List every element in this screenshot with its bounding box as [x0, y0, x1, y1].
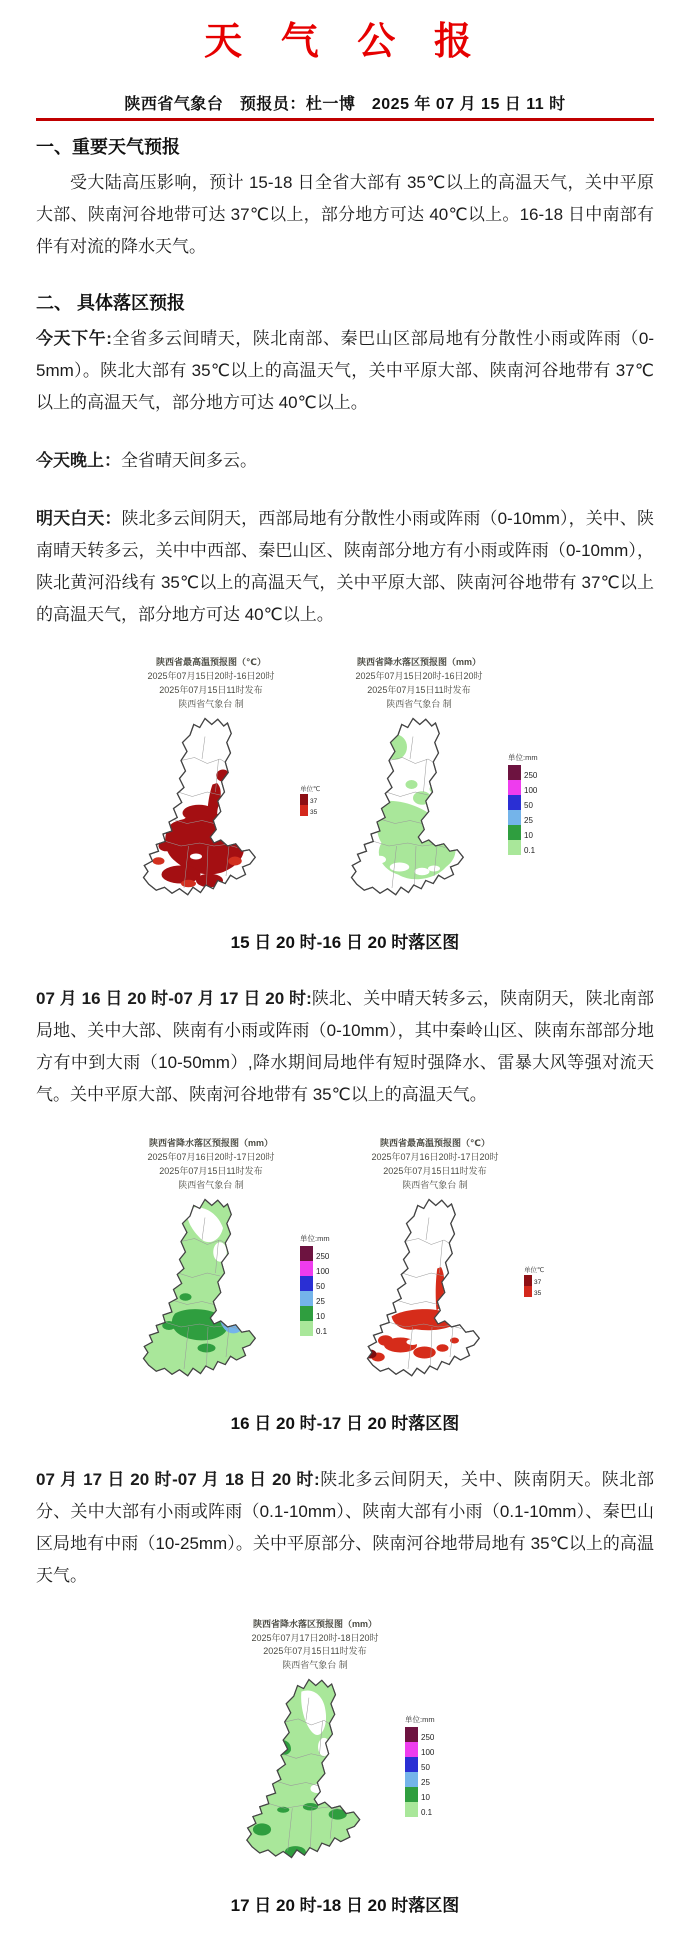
legend-row — [300, 1306, 346, 1321]
legend-value: 100 — [421, 1747, 435, 1757]
forecast-text: 陕北多云间阴天，关中、陕南阴天。陕北部分、关中大部有小雨或阵雨（0.1-10mm）、陕南大部有小雨（0.1-10mm）、秦巴山区局地有中雨（10-25mm）。关中平原部分、陕南河谷地带局地有 35℃以上的高温天气。 — [36, 1469, 655, 1585]
legend-row — [300, 805, 330, 816]
map-period: 2025年07月15日20时-16日20时 — [147, 671, 275, 682]
map-title: 陕西省最高温预报图（℃） — [380, 1138, 490, 1149]
legend-value: 10 — [421, 1792, 430, 1802]
legend-swatch — [524, 1275, 532, 1286]
legend-swatch — [508, 780, 521, 795]
map-row-day2 — [36, 1137, 654, 1405]
map-credit: 陕西省气象台 制 — [178, 699, 244, 710]
forecast-label: 07 月 16 日 20 时-07 月 17 日 20 时: — [36, 989, 312, 1009]
legend-row — [300, 1321, 346, 1336]
legend-row — [524, 1286, 554, 1297]
legend-unit-label: 单位℃ — [524, 1267, 545, 1275]
map-period: 2025年07月17日20时-18日20时 — [251, 1632, 379, 1643]
map-figure-precip-day2 — [136, 1137, 286, 1405]
page-title: 天 气 公 报 — [204, 21, 486, 63]
map-row-day1 — [36, 656, 654, 924]
shaanxi-precipitation-map-day3 — [239, 1675, 391, 1887]
map-credit: 陕西省气象台 制 — [282, 1660, 348, 1671]
map-issued: 2025年07月15日11时发布 — [383, 1165, 487, 1176]
map-credit: 陕西省气象台 制 — [402, 1179, 468, 1190]
map-header — [239, 1618, 391, 1674]
legend-row — [508, 780, 554, 795]
shaanxi-precipitation-map-day2 — [136, 1195, 286, 1405]
legend-swatch — [405, 1802, 418, 1817]
map-figure-precip-day1 — [344, 656, 494, 924]
legend-row — [508, 795, 554, 810]
map-period: 2025年07月15日20时-16日20时 — [355, 671, 483, 682]
legend-value: 50 — [524, 801, 533, 811]
map-caption-day2: 16 日 20 时-17 日 20 时落区图 — [230, 1413, 460, 1433]
forecast-label: 今天晚上： — [36, 450, 121, 470]
temperature-legend — [300, 784, 330, 816]
map-title: 陕西省最高温预报图（℃） — [156, 657, 266, 668]
legend-row — [524, 1275, 554, 1286]
legend-swatch — [300, 1291, 313, 1306]
legend-value: 50 — [421, 1762, 430, 1772]
legend-swatch — [300, 1246, 313, 1261]
shaanxi-precipitation-map-day1 — [344, 714, 494, 924]
forecast-tomorrow-day — [36, 503, 654, 631]
forecast-day3 — [36, 1464, 654, 1592]
legend-swatch — [300, 805, 308, 816]
section1-heading: 一、重要天气预报 — [36, 137, 180, 157]
precipitation-legend — [405, 1714, 451, 1817]
legend-swatch — [508, 765, 521, 780]
shaanxi-temperature-map-day2 — [360, 1195, 510, 1405]
section2-heading: 二、 具体落区预报 — [36, 292, 186, 313]
legend-value: 0.1 — [316, 1327, 328, 1337]
legend-value: 100 — [316, 1267, 330, 1277]
legend-swatch — [300, 1276, 313, 1291]
map-issued: 2025年07月15日11时发布 — [263, 1646, 367, 1657]
map-header — [344, 656, 494, 712]
forecast-text: 全省晴天间多云。 — [121, 450, 257, 470]
legend-row — [405, 1757, 451, 1772]
legend-value: 25 — [316, 1297, 325, 1307]
legend-swatch — [508, 795, 521, 810]
forecast-day2 — [36, 983, 654, 1111]
temperature-legend — [524, 1265, 554, 1297]
map-issued: 2025年07月15日11时发布 — [159, 1165, 263, 1176]
map-period: 2025年07月16日20时-17日20时 — [147, 1151, 275, 1162]
legend-swatch — [405, 1727, 418, 1742]
legend-swatch — [300, 1261, 313, 1276]
map-header — [136, 1137, 286, 1193]
forecast-tonight — [36, 445, 654, 477]
legend-row — [405, 1772, 451, 1787]
legend-value: 25 — [524, 816, 533, 826]
legend-unit-label: 单位℃ — [300, 786, 321, 794]
legend-swatch — [405, 1757, 418, 1772]
map-credit: 陕西省气象台 制 — [178, 1179, 244, 1190]
map-header — [360, 1137, 510, 1193]
legend-row — [405, 1727, 451, 1742]
map-issued: 2025年07月15日11时发布 — [367, 685, 471, 696]
legend-value: 100 — [524, 786, 538, 796]
legend-value: 0.1 — [421, 1807, 433, 1817]
map-figure-temp-day1 — [136, 656, 286, 924]
legend-value: 250 — [421, 1732, 435, 1742]
legend-value: 10 — [316, 1312, 325, 1322]
legend-value: 37 — [534, 1279, 542, 1287]
legend-swatch — [508, 810, 521, 825]
map-row-day3 — [36, 1618, 654, 1888]
forecast-label: 07 月 17 日 20 时-07 月 18 日 20 时: — [36, 1469, 320, 1489]
legend-unit-label: 单位:mm — [405, 1714, 435, 1724]
legend-value: 50 — [316, 1282, 325, 1292]
legend-row — [300, 1261, 346, 1276]
forecast-text: 陕北、关中晴天转多云，陕南阴天，陕北南部局地、关中大部、陕南有小雨或阵雨（0-10mm），其中秦岭山区、陕南东部部分地方有中到大雨（10-50mm）,降水期间局地伴有短时强降水、雷暴大风等强对流天气。关中平原大部、陕南河谷地带有 35℃以上的高温天气。 — [36, 989, 654, 1105]
red-divider — [36, 118, 654, 121]
map-title: 陕西省降水落区预报图（mm） — [148, 1138, 273, 1149]
legend-row — [300, 1276, 346, 1291]
map-title: 陕西省降水落区预报图（mm） — [252, 1618, 377, 1629]
legend-row — [300, 1291, 346, 1306]
legend-row — [405, 1787, 451, 1802]
legend-row — [508, 810, 554, 825]
map-title: 陕西省降水落区预报图（mm） — [356, 657, 481, 668]
legend-row — [300, 794, 330, 805]
legend-row — [405, 1802, 451, 1817]
legend-swatch — [508, 840, 521, 855]
important-weather-paragraph: 受大陆高压影响，预计 15-18 日全省大部有 35℃以上的高温天气，关中平原大部、陕南河谷地带可达 37℃以上，部分地方可达 40℃以上。16-18 日中南部有伴有对流的降水天气。 — [36, 173, 654, 256]
map-figure-temp-day2 — [360, 1137, 510, 1405]
precipitation-legend — [508, 752, 554, 855]
legend-value: 0.1 — [524, 846, 536, 856]
legend-swatch — [405, 1787, 418, 1802]
map-header — [136, 656, 286, 712]
map-period: 2025年07月16日20时-17日20时 — [371, 1151, 499, 1162]
legend-unit-label: 单位:mm — [300, 1234, 330, 1244]
legend-value: 250 — [316, 1252, 330, 1262]
legend-row — [508, 840, 554, 855]
legend-swatch — [300, 1321, 313, 1336]
legend-unit-label: 单位:mm — [508, 753, 538, 763]
forecast-text: 陕北多云间阴天，西部局地有分散性小雨或阵雨（0-10mm），关中、陕南晴天转多云，关中中西部、秦巴山区、陕南部分地方有小雨或阵雨（0-10mm），陕北黄河沿线有 35℃以上的高温天气，关中平原大部、陕南河谷地带有 37℃以上的高温天气，部分地方可达 40℃以上。 — [36, 508, 654, 624]
legend-swatch — [405, 1772, 418, 1787]
precipitation-legend — [300, 1233, 346, 1336]
legend-row — [508, 825, 554, 840]
legend-value: 35 — [534, 1290, 542, 1298]
map-figure-precip-day3 — [239, 1618, 391, 1888]
legend-value: 250 — [524, 771, 538, 781]
legend-swatch — [300, 794, 308, 805]
legend-row — [300, 1246, 346, 1261]
legend-value: 35 — [310, 809, 318, 817]
forecast-text: 全省多云间晴天，陕北南部、秦巴山区部局地有分散性小雨或阵雨（0-5mm）。陕北大部有 35℃以上的高温天气，关中平原大部、陕南河谷地带有 37℃以上的高温天气，部分地方可达 40℃以上。 — [36, 328, 654, 412]
map-issued: 2025年07月15日11时发布 — [159, 685, 263, 696]
forecast-label: 明天白天： — [36, 508, 122, 528]
issuer-line: 陕西省气象台 预报员：杜一博 2025 年 07 月 15 日 11 时 — [124, 96, 566, 113]
legend-swatch — [508, 825, 521, 840]
legend-swatch — [300, 1306, 313, 1321]
forecast-label: 今天下午: — [36, 328, 112, 348]
legend-swatch — [405, 1742, 418, 1757]
legend-swatch — [524, 1286, 532, 1297]
map-credit: 陕西省气象台 制 — [386, 699, 452, 710]
map-caption-day3: 17 日 20 时-18 日 20 时落区图 — [230, 1896, 460, 1916]
shaanxi-temperature-map-day1 — [136, 714, 286, 924]
legend-row — [405, 1742, 451, 1757]
legend-row — [508, 765, 554, 780]
map-caption-day1: 15 日 20 时-16 日 20 时落区图 — [230, 933, 460, 953]
legend-value: 10 — [524, 831, 533, 841]
forecast-today-afternoon — [36, 323, 654, 419]
legend-value: 25 — [421, 1777, 430, 1787]
legend-value: 37 — [310, 798, 318, 806]
